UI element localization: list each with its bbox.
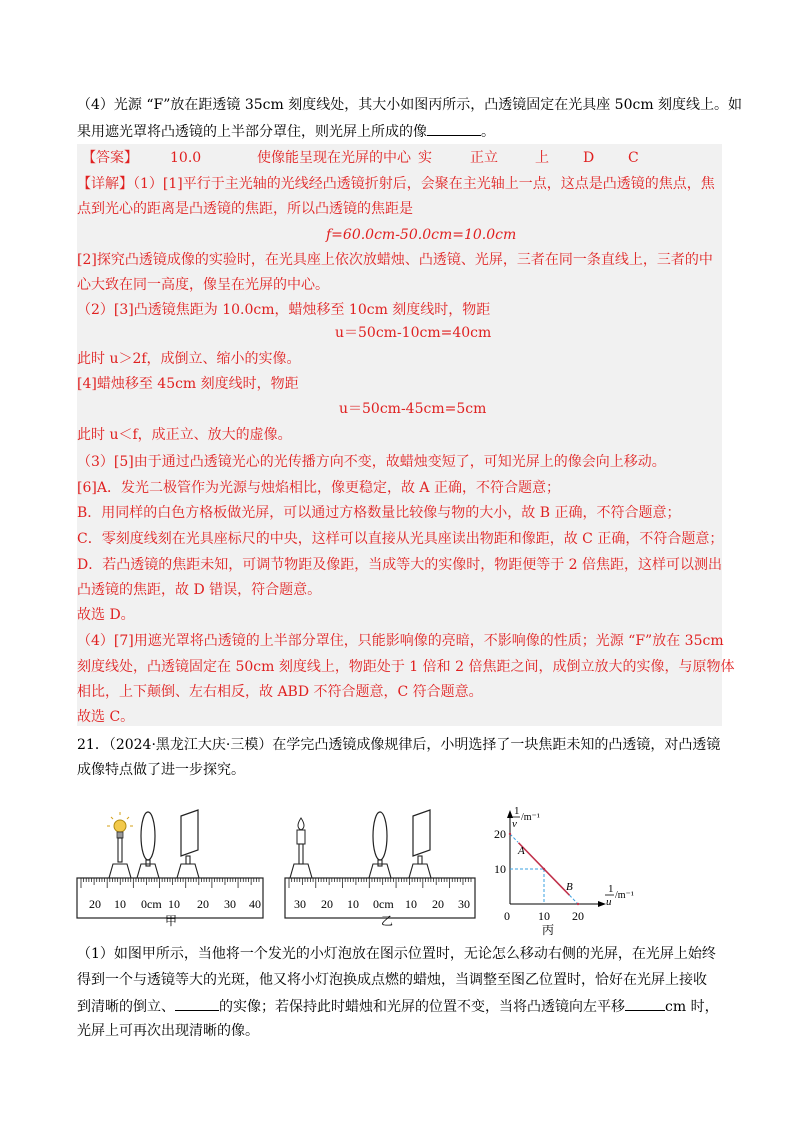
- detail-p8: [6]A．发光二极管作为光源与烛焰相比，像更稳定，故 A 正确，不符合题意；: [77, 480, 560, 496]
- bing-ylabel-num: 1: [514, 805, 520, 817]
- q21-blank-2[interactable]: [625, 996, 665, 1011]
- jia-tick-label: 0cm: [141, 897, 162, 911]
- detail-p11a: D．若凸透镜的焦距未知，可调节物距及像距，当成等大的实像时，物距便等于 2 倍焦距，这样可以测出: [77, 557, 723, 573]
- bing-xlabel-unit: /m⁻¹: [615, 890, 634, 901]
- series-line-dash: [570, 895, 579, 904]
- bing-ytick: 20: [494, 827, 506, 841]
- detail-p9: B．用同样的白色方格板做光屏，可以通过方格数量比较像与物的大小，故 B 正确，不符合题意；: [77, 505, 681, 521]
- detail-p7: （3）[5]由于通过凸透镜光心的光传播方向不变，故蜡烛变短了，可知光屏上的像会向上移动。: [77, 454, 666, 470]
- jia-tick-label: 10: [114, 897, 126, 911]
- figure-caption-bing: 丙: [542, 923, 555, 937]
- bing-xtick: 10: [538, 909, 550, 923]
- figure-jia: [77, 810, 263, 928]
- q21-sub1a: （1）如图甲所示，当他将一个发光的小灯泡放在图示位置时，无论怎么移动右侧的光屏，在光屏上始终: [77, 946, 716, 962]
- detail-p1b: 点到光心的距离是凸透镜的焦距，所以凸透镜的焦距是: [77, 201, 413, 217]
- detail-label: 【详解】: [77, 176, 133, 192]
- bing-xtick: 20: [572, 909, 584, 923]
- detail-p2a: [2]探究凸透镜成像的实验时，在光具座上依次放蜡烛、凸透镜、光屏，三者在同一条直线上，三者的中: [77, 252, 713, 268]
- detail-eq2: u＝50cm-10cm=40cm: [335, 325, 492, 341]
- detail-eq1: f=60.0cm-50.0cm=10.0cm: [326, 227, 517, 243]
- data-point: [577, 903, 579, 905]
- detail-p13a: （4）[7]用遮光罩将凸透镜的上半部分罩住，只能影响像的亮暗，不影响像的性质；光源 “F”放在 35cm: [77, 633, 724, 649]
- q4-line2-text: 果用遮光罩将凸透镜的上半部分罩住，则光屏上所成的像: [77, 124, 427, 140]
- detail-p11b: 凸透镜的焦距，故 D 错误，符合题意。: [77, 582, 322, 598]
- q21-sub1c: [77, 996, 719, 1017]
- q21-sub1c-mid: 的实像；若保持此时蜡烛和光屏的位置不变，当将凸透镜向左平移: [219, 999, 625, 1015]
- figures-svg: [75, 805, 715, 937]
- figures-area: [75, 805, 715, 937]
- bing-xlabel-den: u: [606, 896, 612, 908]
- detail-p1a-text: （1）[1]平行于主光轴的光线经凸透镜折射后，会聚在主光轴上一点，这点是凸透镜的焦点，焦: [133, 176, 715, 192]
- q21-sub1b: 得到一个与透镜等大的光斑，他又将小灯泡换成点燃的蜡烛，当调整至图乙位置时，恰好在光屏上接收: [77, 972, 707, 988]
- detail-p6: 此时 u＜f，成正立、放大的虚像。: [77, 427, 292, 443]
- bulb-icon: [107, 812, 133, 838]
- q4-line2-end: 。: [481, 124, 495, 140]
- answer-item-3: 实: [418, 150, 432, 166]
- figure-yi: [285, 810, 475, 928]
- series-line-dash: [510, 834, 518, 842]
- yi-tick-label: 10: [347, 897, 359, 911]
- answer-item-6: D: [583, 150, 595, 166]
- detail-p4: 此时 u＞2f，成倒立、缩小的实像。: [77, 351, 301, 367]
- detail-p13b: 刻度线处，凸透镜固定在 50cm 刻度线上，物距处于 1 倍和 2 倍焦距之间，成倒立放大的实像，与原物体: [77, 659, 735, 675]
- point-b-label: B: [566, 881, 573, 893]
- answer-item-5: 上: [535, 150, 549, 166]
- jia-tick-label: 30: [224, 897, 236, 911]
- jia-tick-label: 20: [197, 897, 209, 911]
- point-a-label: A: [518, 845, 525, 857]
- answer-line: [82, 148, 138, 168]
- bing-plot: [509, 833, 579, 905]
- answer-item-7: C: [628, 150, 639, 166]
- answer-item-4: 正立: [470, 150, 498, 166]
- yi-tick-label: 20: [321, 897, 333, 911]
- q4-answer-blank[interactable]: [427, 121, 481, 136]
- q21-sub1d: 光屏上可再次出现清晰的像。: [77, 1023, 259, 1039]
- q21-sub1c-pre: 到清晰的倒立、: [77, 999, 175, 1015]
- bing-xlabel-num: 1: [608, 883, 614, 895]
- yi-tick-label: 30: [294, 897, 306, 911]
- lens-icon: [373, 812, 387, 860]
- figure-caption-jia: 甲: [165, 914, 178, 928]
- bing-xtick: 0: [504, 909, 510, 923]
- detail-p10: C．零刻度线刻在光具座标尺的中央，这样可以直接从光具座读出物距和像距，故 C 正确，不符合题意；: [77, 531, 724, 547]
- detail-p12: 故选 D。: [77, 607, 135, 623]
- bing-ylabel-den: v: [512, 818, 517, 830]
- figure-bing: [494, 805, 634, 937]
- detail-p14: 故选 C。: [77, 709, 135, 725]
- detail-eq3: u＝50cm-45cm=5cm: [339, 401, 487, 417]
- candle-icon: [297, 818, 305, 844]
- detail-p13c: 相比，上下颠倒、左右相反，故 ABD 不符合题意，C 符合题意。: [77, 684, 483, 700]
- q4-line2: [77, 121, 495, 142]
- jia-tick-label: 10: [168, 897, 180, 911]
- answer-label: 【答案】: [82, 150, 138, 166]
- q21-line1: 21．（2024·黑龙江大庆·三模）在学完凸透镜成像规律后，小明选择了一块焦距未知的凸透镜，对凸透镜: [77, 737, 721, 753]
- screen-icon: [181, 810, 198, 856]
- jia-tick-label: 40: [249, 897, 261, 911]
- yi-tick-label: 30: [458, 897, 470, 911]
- data-point: [543, 868, 545, 870]
- jia-tick-label: 20: [89, 897, 101, 911]
- detail-p5: [4]蜡烛移至 45cm 刻度线时，物距: [77, 376, 299, 392]
- answer-item-2: 使像能呈现在光屏的中心: [257, 150, 411, 166]
- answer-item-1: 10.0: [170, 150, 202, 166]
- data-point: [509, 833, 511, 835]
- q21-sub1c-post: cm 时，: [665, 999, 719, 1015]
- screen-icon: [413, 810, 430, 856]
- detail-p1a: [77, 174, 715, 194]
- q21-blank-1[interactable]: [175, 996, 219, 1011]
- lens-icon: [141, 812, 155, 860]
- bing-ytick: 10: [494, 862, 506, 876]
- figure-caption-yi: 乙: [381, 914, 394, 928]
- yi-tick-label: 20: [432, 897, 444, 911]
- detail-p3: （2）[3]凸透镜焦距为 10.0cm，蜡烛移至 10cm 刻度线时，物距: [77, 302, 491, 318]
- detail-p2b: 心大致在同一高度，像呈在光屏的中心。: [77, 277, 329, 293]
- bing-ylabel-unit: /m⁻¹: [521, 812, 540, 823]
- yi-tick-label: 0cm: [373, 897, 394, 911]
- q4-line1: （4）光源 “F”放在距透镜 35cm 刻度线处，其大小如图丙所示，凸透镜固定在光具座 50cm 刻度线上。如: [77, 97, 743, 113]
- q21-line2: 成像特点做了进一步探究。: [77, 762, 245, 778]
- yi-tick-label: 10: [405, 897, 417, 911]
